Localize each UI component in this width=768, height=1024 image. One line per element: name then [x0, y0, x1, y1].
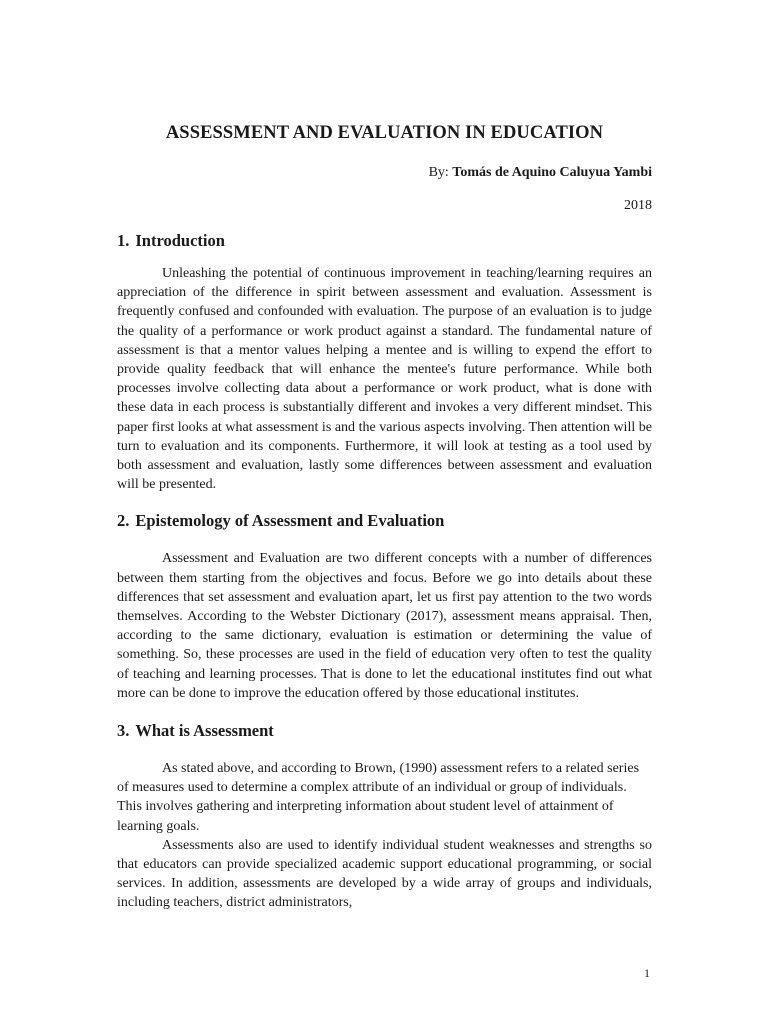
section-title: Introduction [135, 231, 225, 250]
publication-year: 2018 [624, 198, 652, 213]
section-heading-what-is-assessment [117, 720, 652, 742]
paragraph: Assessment and Evaluation are two different concepts with a number of differences between them starting from the objectives and focus. Before we go into details about these differences that set assessment and evaluation apart, let us first pay attention to the two words themselves. According to the Webster Dictionary (2017), assessment means appraisal. Then, according to the same dictionary, evaluation is estimation or determining the value of something. So, these processes are used in the field of education very often to test the quality of teaching and learning processes. That is done to let the educational institutes find out what more can be done to improve the education offered by those educational institutes. [117, 551, 652, 701]
document-title: ASSESSMENT AND EVALUATION IN EDUCATION [165, 123, 604, 143]
author-name: Tomás de Aquino Caluyua Yambi [452, 165, 652, 180]
paragraph: Assessments also are used to identify individual student weaknesses and strengths so that educators can provide specialized academic support educational programming, or social services. In addition, assessments are developed by a wide array of groups and individuals, including teachers, district administrators, [117, 837, 652, 911]
section-number: 3. [117, 721, 130, 741]
section-number: 1. [117, 231, 130, 250]
page-number: 1 [644, 966, 650, 980]
byline [117, 163, 652, 183]
page-content [117, 120, 652, 913]
section-heading-epistemology [117, 510, 652, 532]
section-title: Epistemology of Assessment and Evaluation [135, 511, 445, 531]
section-heading-introduction [117, 230, 652, 252]
paragraph: As stated above, and according to Brown, (1990) assessment refers to a related series of measures used to determine a complex attribute of an individual or group of individuals. This involves gathering and interpreting information about student level of attainment of learning goals. [117, 761, 640, 834]
section-number: 2. [117, 511, 130, 531]
section-title: What is Assessment [135, 721, 274, 741]
paragraph: Unleashing the potential of continuous improvement in teaching/learning requires an appreciation of the difference in spirit between assessment and evaluation. Assessment is frequently confused and confounded with evaluation. The purpose of an evaluation is to judge the quality of a performance or work product against a standard. The fundamental nature of assessment is that a mentor values helping a mentee and is willing to expend the effort to provide quality feedback that will enhance the mentee's future performance. While both processes involve collecting data about a performance or work product, what is done with these data in each process is substantially different and invokes a very different mindset. This paper first looks at what assessment is and the various aspects involving. Then attention will be turn to evaluation and its components. Furthermore, it will look at testing as a tool used by both assessment and evaluation, lastly some differences between assessment and evaluation will be presented. [117, 266, 652, 493]
byline-prefix: By: [428, 165, 449, 180]
